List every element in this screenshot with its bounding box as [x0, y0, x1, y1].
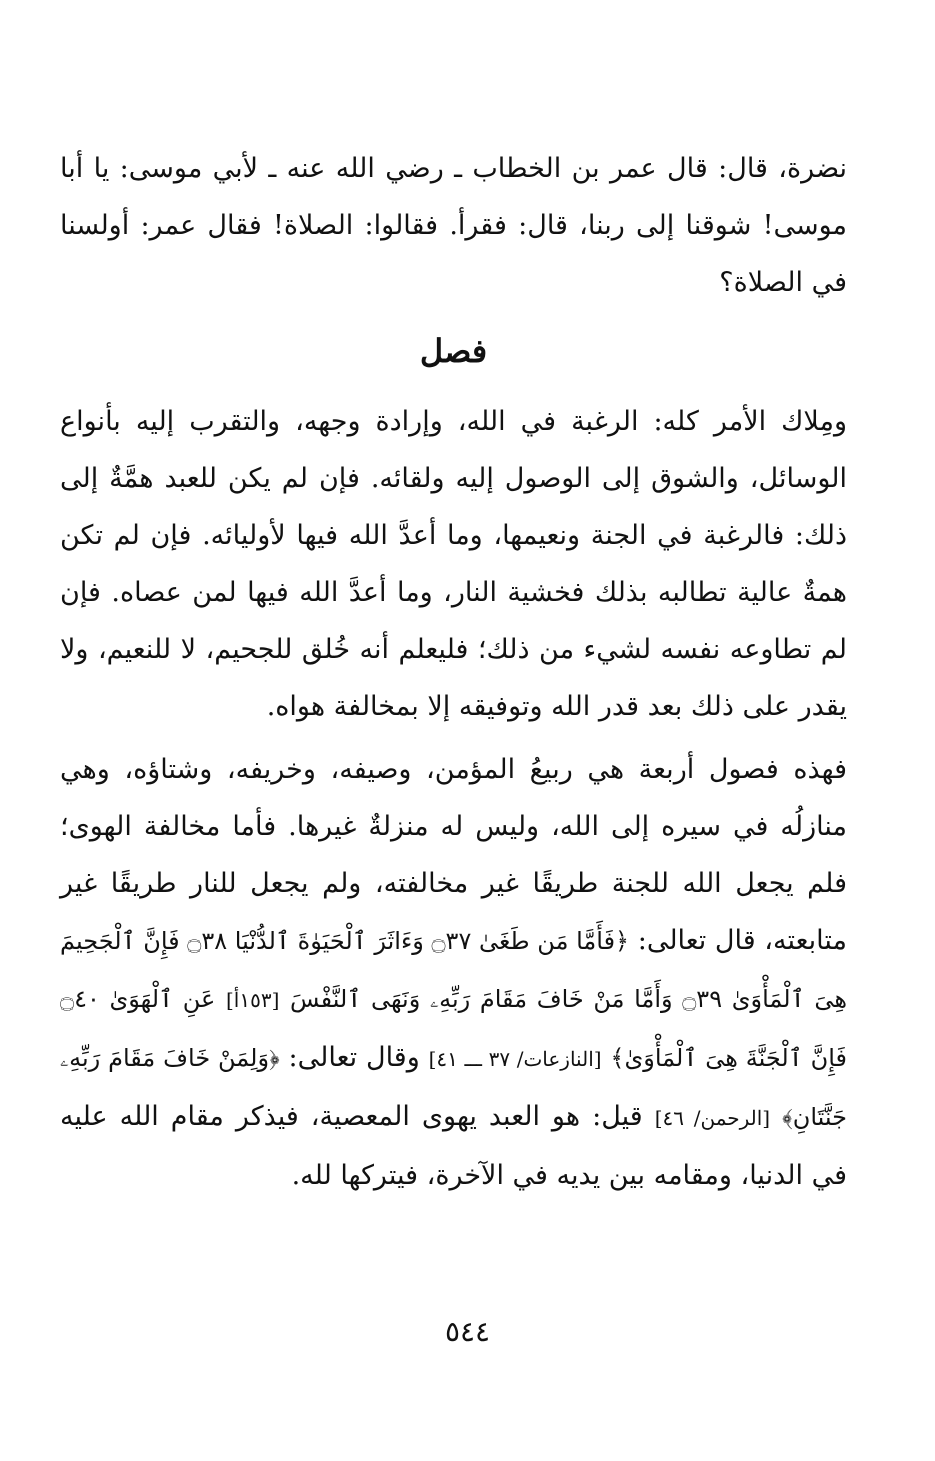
manuscript-ref: [١٥٣أ] — [225, 988, 280, 1012]
paragraph-1: ومِلاك الأمر كله: الرغبة في الله، وإرادة وجهه، والتقرب إليه بأنواع الوسائل، والشوق إلى الوصول إليه ولقائه. فإن لم يكن للعبد همَّةٌ إلى ذلك: فالرغبة في الجنة ونعيمها، وما أعدَّ الله فيها لأوليائه. فإن لم تكن همةٌ عالية تطالبه بذلك فخشية النار، وما أعدَّ الله فيها لمن عصاه. فإن لم تطاوعه نفسه لشيء من ذلك؛ فليعلم أنه خُلق للجحيم، لا للنعيم، ولا يقدر على ذلك بعد قدر الله وتوفيقه إلا بمخالفة هواه. — [60, 406, 847, 722]
page-number: ٥٤٤ — [444, 1315, 491, 1348]
quran-verse-2: عَنِ ٱلْهَوَىٰ ۝٤٠ فَإِنَّ ٱلْجَنَّةَ هِىَ ٱلْمَأْوَىٰ﴾ — [60, 985, 848, 1072]
quran-verse-3: ﴿وَلِمَنْ خَافَ مَقَامَ رَبِّهِۦ جَنَّتَانِ﴾ — [60, 1044, 847, 1131]
paragraph-2-text-a: فهذه فصول أربعة هي ربيعُ المؤمن، وصيفه، وخريفه، وشتاؤه، وهي منازلُه في سيره إلى الله، وليس له منزلةٌ غيرها. فأما مخالفة الهوى؛ فلم يجعل الله للجنة طريقًا غير مخالفته، ولم يجعل للنار طريقًا غير متابعته، قال تعالى: — [60, 754, 847, 956]
quran-verse-1: ﴿فَأَمَّا مَن طَغَىٰ ۝٣٧ وَءَاثَرَ ٱلْحَيَوٰةَ ٱلدُّنْيَا ۝٣٨ فَإِنَّ ٱلْجَحِيمَ هِىَ ٱلْمَأْوَىٰ ۝٣٩ وَأَمَّا مَنْ خَافَ مَقَامَ رَبِّهِۦ وَنَهَى ٱلنَّفْسَ — [60, 927, 847, 1013]
citation-naziat: [النازعات/ ٣٧ ـــ ٤١] — [428, 1047, 602, 1071]
book-page — [60, 140, 847, 1204]
citation-rahman: [الرحمن/ ٤٦] — [654, 1106, 771, 1130]
paragraph-2 — [60, 741, 847, 1204]
section-heading: فصل — [419, 332, 488, 370]
paragraph-2-text-c: قيل: هو العبد يهوى المعصية، فيذكر مقام الله عليه في الدنيا، ومقامه بين يديه في الآخرة، فيتركها لله. — [60, 1101, 847, 1191]
intro-paragraph: نضرة، قال: قال عمر بن الخطاب ـ رضي الله عنه ـ لأبي موسى: يا أبا موسى! شوقنا إلى ربنا، قال: فقرأ. فقالوا: الصلاة! فقال عمر: أولسنا في الصلاة؟ — [60, 153, 847, 298]
paragraph-2-text-b: وقال تعالى: — [288, 1042, 420, 1073]
